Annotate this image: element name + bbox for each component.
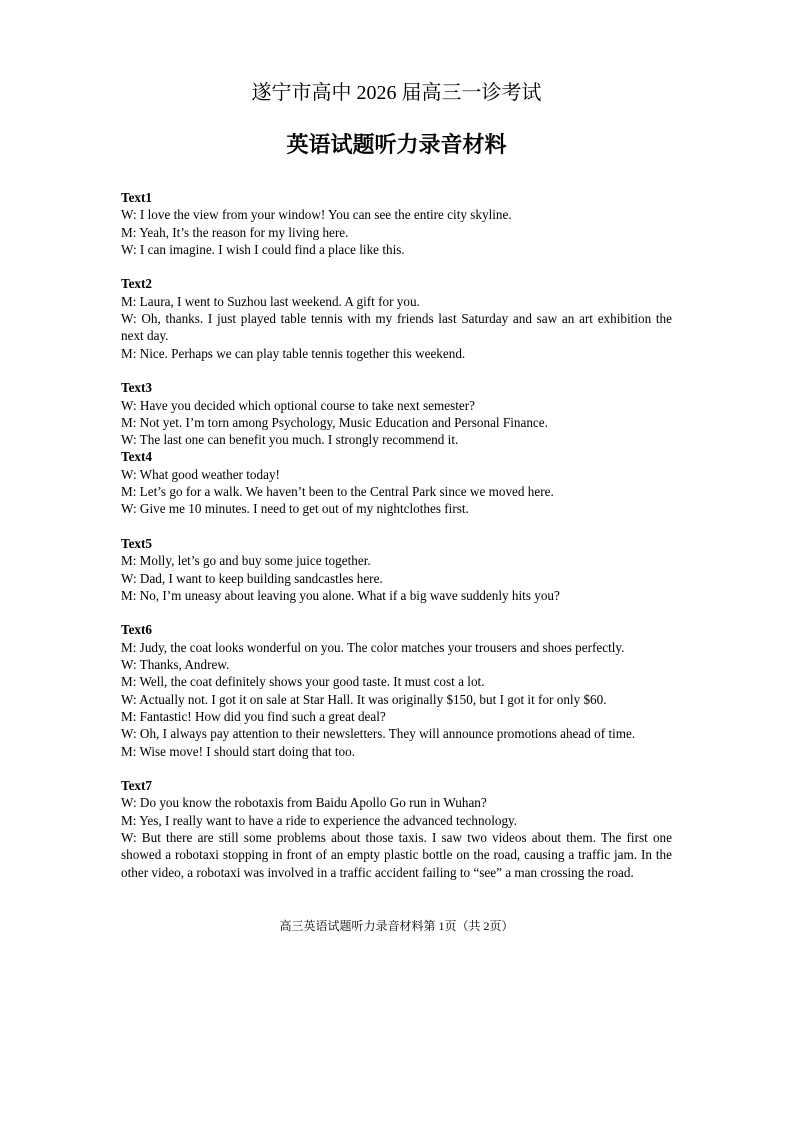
dialogue-line: M: Laura, I went to Suzhou last weekend. A gift for you. [121,293,420,309]
section-heading: Text1 [121,190,153,205]
text-section-7 [121,777,672,881]
section-heading: Text5 [121,535,153,551]
dialogue-line: M: Well, the coat definitely shows your good taste. It must cost a lot. [121,674,485,690]
dialogue-line: M: Fantastic! How did you find such a great deal? [121,708,386,724]
section-heading: Text2 [121,276,153,292]
section-heading: Text3 [121,380,153,396]
transcript-body [121,189,672,881]
dialogue-line: M: Yes, I really want to have a ride to experience the advanced technology. [121,812,518,828]
dialogue-line: W: But there are still some problems about those taxis. I saw two videos about them. The first one showed a robotaxi stopping in front of an empty plastic bottle on the road, causing a traffic jam. In the other video, a robotaxi was involved in a traffic accident failing to “see” a man crossing the road. [121,829,672,880]
section-heading: Text7 [121,778,153,794]
dialogue-line: M: No, I’m uneasy about leaving you alone. What if a big wave suddenly hits you? [121,587,560,603]
dialogue-line: W: Thanks, Andrew. [121,657,230,673]
dialogue-line: W: I love the view from your window! You can see the entire city skyline. [121,207,512,223]
dialogue-line: W: Dad, I want to keep building sandcastles here. [121,570,383,586]
text-section-2 [121,275,672,361]
dialogue-line: W: Oh, thanks. I just played table tennis with my friends last Saturday and saw an art exhibition the next day. [121,311,672,344]
section-heading: Text4 [121,449,153,465]
text-section-6 [121,621,672,759]
dialogue-line: W: Do you know the robotaxis from Baidu Apollo Go run in Wuhan? [121,795,487,811]
dialogue-line: M: Molly, let’s go and buy some juice together. [121,553,371,569]
dialogue-line: W: Have you decided which optional course to take next semester? [121,397,475,413]
dialogue-line: M: Not yet. I’m torn among Psychology, Music Education and Personal Finance. [121,414,548,430]
text-section-3 [121,379,672,448]
dialogue-line: W: Actually not. I got it on sale at Star Hall. It was originally $150, but I got it for only $60. [121,691,607,707]
dialogue-line: M: Let’s go for a walk. We haven’t been to the Central Park since we moved here. [121,484,554,500]
text-section-1 [121,189,672,258]
dialogue-line: M: Wise move! I should start doing that too. [121,743,356,759]
text-section-4 [121,448,672,517]
dialogue-line: M: Yeah, It’s the reason for my living here. [121,224,349,240]
text-section-5 [121,535,672,604]
dialogue-line: M: Judy, the coat looks wonderful on you. The color matches your trousers and shoes perfectly. [121,639,625,655]
exam-title: 遂宁市高中 2026 届高三一诊考试 [251,82,542,104]
dialogue-line: W: Give me 10 minutes. I need to get out of my nightclothes first. [121,501,469,517]
section-heading: Text6 [121,622,153,638]
dialogue-line: W: The last one can benefit you much. I strongly recommend it. [121,432,459,448]
dialogue-line: W: Oh, I always pay attention to their newsletters. They will announce promotions ahead of time. [121,726,636,742]
page-footer: 高三英语试题听力录音材料第 1页（共 2页） [279,919,514,933]
dialogue-line: W: What good weather today! [121,466,280,482]
document-title: 英语试题听力录音材料 [286,133,507,158]
dialogue-line: W: I can imagine. I wish I could find a place like this. [121,241,405,257]
dialogue-line: M: Nice. Perhaps we can play table tennis together this weekend. [121,345,466,361]
